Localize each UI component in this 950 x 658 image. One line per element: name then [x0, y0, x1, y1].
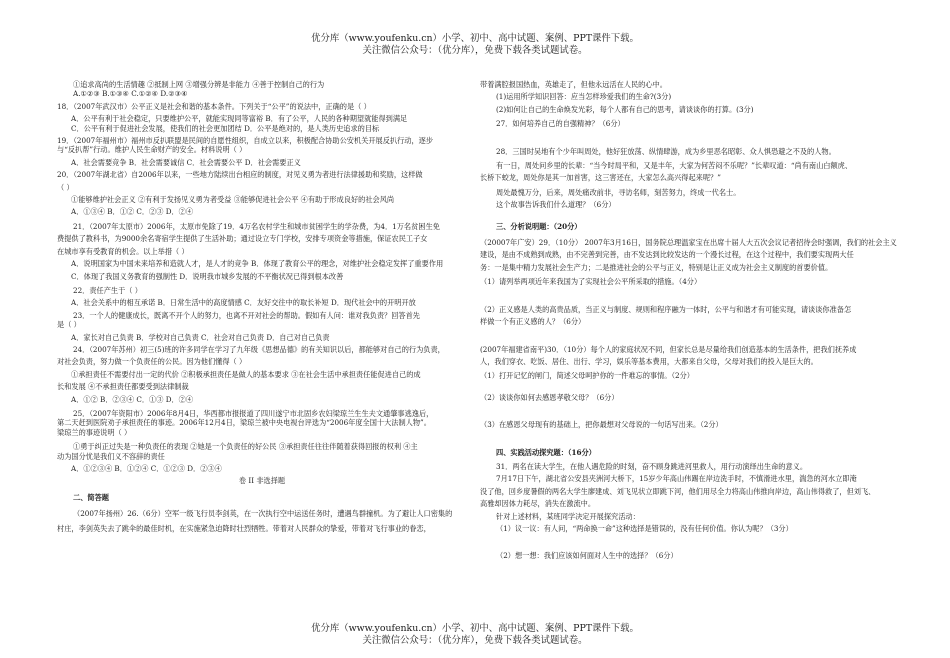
q20-stem: 20．（2007年湖北省）自2006年以来，一些地方陆续出台相应的制度，对见义勇为者进行法律援助和奖励，这样做	[57, 170, 423, 180]
q25-stem-cont: 第二天赶到医院劝子承担责任的事迹。2006年12月4日，梁琼兰被中央电视台评选为“2006年度全国十大法制人物”。	[57, 418, 431, 428]
q26-part-1: (1)运用所学知识回答：应当怎样珍爱我们的生命?(3分)	[496, 92, 672, 102]
q30-part-3: （3）在感恩父母现有的基础上，把你最想对父母说的一句话写出来。（2分）	[480, 420, 723, 430]
q25-choices: A．①②③④ B．①②④ C．①②③ D．②③④	[71, 464, 222, 473]
q31-task-intro: 针对上述材料，某班同学决定开展探究活动：	[496, 511, 640, 521]
paper-part-title: 卷 II 非选择题	[238, 476, 286, 486]
q23-stem-cont: 是（ ）	[57, 320, 81, 330]
q31-story-1: 7月17日下午，湖北省公安县夹洲河大桥下，15岁少年高山伟踢在岸边洗手时，不慎滑进水里，湍急的河水立即淹	[496, 474, 857, 484]
q24-options: ①承担责任不需要付出一定的代价 ②积极承担责任是做人的基本要求 ③在社会生活中承担责任能促进自己的成	[71, 369, 421, 379]
q23-choices: A．家长对自己负责 B．学校对自己负责 C．社会对自己负责 D．自己对自己负责	[71, 332, 330, 342]
q17-choices: A.①②③ B.①③④ C.①②④ D.②③④	[73, 89, 188, 99]
q28-stem: 28．三国时吴地有个少年叫周处，他好狂放荡、纵情肆游，成为乡里恶名昭彰、众人惧恐避之不及的人物。	[496, 146, 836, 156]
q25-options: ①勇于纠正过失是一种负责任的表现 ②她是一个负责任的好公民 ③承担责任往往伴随着获得回报的权利 ④主	[73, 442, 418, 452]
q26-part-2: (2)如何让自己的生命焕发光彩，每个人都有自己的思考，请谈谈你的打算。(3分)	[496, 104, 754, 114]
q30-part-1: （1）打开记忆的闸门，简述父母呵护你的一件难忘的事情。（2分）	[480, 371, 694, 381]
section-heading-short-answer: 二、简答题	[73, 492, 109, 502]
q22-choices: A．社会关系中的相互承诺 B．日常生活中的高度情感 C．友好交往中的取长补短 D．现代社会中的开明开放	[71, 298, 416, 308]
q19-stem: 19．（2007年福州市）福州市反扒联盟是民间的自愿性组织，自成立以来，积极配合协助公安机关开展反扒行动，逐步	[57, 136, 434, 146]
q30-part-2: （2）谈谈你如何去感恩孝敬父母？（6分）	[480, 392, 619, 402]
q29-part-1: （1）请列举两项近年来我国为了实现社会公平所采取的措施。（4分）	[480, 277, 702, 287]
footer-line-2: 关注微信公众号：（优分库），免费下载各类试题试卷。	[362, 635, 588, 646]
q21-choices-ab: A．说明国家为中国未来培养和造就人才，是人才的竞争 B．体现了教育公平的理念，对维护社会稳定发挥了重要作用	[71, 259, 444, 269]
q25-options-cont: 动为国分忧是我们义不容辞的责任	[57, 451, 165, 461]
q21-stem: 21．（2007年太原市）2006年，太原市免除了19．4万名农村学生和城市贫困学生的学杂费，为4．1万名贫困生免	[73, 221, 440, 231]
q21-choices-cd: C．体现了我国义务教育的强制性 D．说明我市城乡发展的不平衡状况已得到根本改善	[71, 271, 344, 281]
q18-choices-ab: A．公平有利于社会稳定，只要维护公平，就能实现同等富裕 B．有了公平，人民的各种期望就能得到满足	[71, 114, 408, 124]
q31-part-2: （2）想一想：我们应该如何面对人生中的选择？（6分）	[496, 551, 678, 561]
q21-stem-cont2: 在城市享有受教育的机会。以上举措（ ）	[57, 246, 189, 256]
q28-story-2: 长桥下蛟龙，周处你是其一加首害，这三害还在，大家怎么高兴得起来呢？”	[480, 173, 721, 183]
q26-stem: （2007年扬州）26.（6分）空军一级飞行员李剑英，在一次执行空中运送任务时，遭遇鸟群撞机。为了避让人口密集的	[73, 509, 453, 519]
q20-paren: （ ）	[57, 182, 74, 192]
q20-choices: A．①③④ B．①② C．②③ D．②④	[71, 207, 194, 217]
q30-stem: (2007年福建省南平)30．（10分）每个人的家庭状况不同，但家长总是尽量给我们创造基本的生活条件，把我们抚养成	[480, 344, 857, 354]
q19-stem-cont: 与“反扒帮”行动。维护人民生命财产的安全。材料说明（ ）	[57, 145, 247, 155]
q26-stem-end: 带着满腔报国热血，英雄走了，但他永远活在人民的心中。	[480, 80, 667, 89]
header-line-1: 优分库（www.youfenku.cn）小学、初中、高中试题、案例、PPT课件下载。	[311, 33, 639, 44]
q29-part-2: （2）正义感是人类的高贵品质，当正义与制度、规则和程序融为一体时，公平与和谐才有可能实现，请谈谈你准备怎	[480, 304, 852, 314]
q25-stem: 25．（2007年资阳市）2006年8月4日，华西都市报报道了四川遂宁市北固乡农妇梁琼兰生生夫文通肇事逃逸后，	[73, 408, 434, 418]
q29-stem-cont2: 务：一是集中精力发展社会生产力；二是推进社会的公平与正义，特别是让正义成为社会主义制度的首要价值。	[480, 262, 833, 272]
q28-story-1: 有一日，周处问乡里的长辈：“当今时局平和，又是丰年，大家为何苦闷不乐呢？”长辈叹道：“尚有南山白额虎、	[496, 161, 853, 171]
q24-stem: 24．（2007年苏州）初三(5)班的许多同学在学习了九年级《思想品德》的有关知识以后，都能够对自己的行为负责，	[73, 344, 445, 354]
q31-part-1: （1）议一议：有人问，“两命换一命”这种选择是错误的，没有任何价值。你认为呢？（3分）	[496, 523, 793, 533]
q31-stem: 31．两名在读大学生，在他人遇危险的时刻，奋不顾身跳进河里救人，用行动演绎出生命的意义。	[496, 461, 808, 471]
section-heading-analysis: 三、分析说明题：（20分）	[496, 221, 582, 231]
q28-story-3: 周处最愧万分，后来，周处痛改前非，寻访名师，刻苦努力，终成一代名士。	[496, 187, 741, 197]
q17-options: ①追求高尚的生活情趣 ②抵制上网 ③增强分辨是非能力 ④善于控制自己的行为	[73, 80, 325, 89]
q20-options: ①能够维护社会正义 ②有利于发扬见义勇为者受益 ③能够促进社会公平 ④有助于形成良好的社会风尚	[71, 195, 395, 205]
right-column	[480, 80, 898, 561]
footer-line-1: 优分库（www.youfenku.cn）小学、初中、高中试题、案例、PPT课件下载。	[311, 623, 639, 634]
q22-stem: 22．责任产生于（ ）	[73, 285, 142, 295]
page-header	[0, 33, 950, 57]
left-column	[57, 80, 467, 533]
q24-options-cont: 长和发展 ④不承担责任都要受到法律制裁	[57, 382, 189, 392]
q25-stem-cont2: 梁琼兰的事迹说明（ ）	[57, 427, 132, 437]
q31-story-3: 高雅却因体力耗尽，消失在激流中。	[480, 499, 596, 509]
q26-stem-cont: 村庄，李剑英失去了跳伞的最佳时机，在实施紧急迫降时壮烈牺牲。带着对人民群众的挚爱，带着对飞行事业的眷恋，	[57, 523, 431, 533]
header-line-2: 关注微信公众号：（优分库），免费下载各类试题试卷。	[362, 45, 588, 56]
q29-stem-cont: 建设，是由不成熟到成熟，由不完善到完善，由不发达到比较发达的一个漫长过程，在这个过程中，我们要实现两大任	[480, 250, 854, 260]
q18-stem: 18．（2007年武汉市）公平正义是社会和谐的基本条件。下列关于“公平”的说法中，正确的是（ ）	[57, 101, 371, 111]
q29-part-2-cont: 样做一个有正义感的人？（6分）	[480, 317, 586, 327]
q23-stem: 23．一个人的健康成长，既离不开个人的努力，也离不开对社会的帮助。假如有人问：谁对我负责？回答首先	[73, 310, 420, 320]
q19-choices: A．社会需要竞争 B．社会需要诚信 C．社会需要公平 D．社会需要正义	[71, 157, 301, 167]
q30-stem-cont: 人，我们穿衣、吃饭、居住、出行、学习，娱乐等基本费用，大都来自父母，父母对我们的投入是巨大的。	[480, 356, 818, 366]
q31-story-2: 没了他，回乡度暑假的两名大学生廖建成、刘飞见状立即跳下河，他们用尽全力将高山伟推向岸边，高山伟得救了，但刘飞、	[480, 486, 876, 496]
q24-stem-cont: 对社会负责，努力做一个负责任的公民。因为他们懂得（ ）	[57, 357, 247, 367]
page-footer	[0, 623, 950, 647]
q24-choices: A．①② B．②③④ C．①③ D．②④	[71, 394, 194, 404]
q29-stem: （20007年广安）29．（10分） 2007年3月16日，国务院总理温家宝在出席十届人大五次会议记者招待会时强调，我们的社会主义	[480, 238, 897, 248]
section-heading-practice: 四、实践活动探究题：（16分）	[496, 447, 596, 457]
q18-choices-cd: C．公平有利于促进社会发展，使我们的社会更加团结 D．公平是绝对的，是人类历史追求的目标	[71, 123, 380, 133]
q21-stem-cont: 费提供了教科书，为9000余名寄宿学生提供了生活补助；通过设立专门学校，安排专项资金等措施，保证农民工子女	[57, 234, 428, 244]
q27-stem: 27．如何培养自己的自强精神？（6分）	[496, 119, 625, 129]
q28-question: 这个故事告诉我们什么道理？（6分）	[496, 200, 616, 210]
